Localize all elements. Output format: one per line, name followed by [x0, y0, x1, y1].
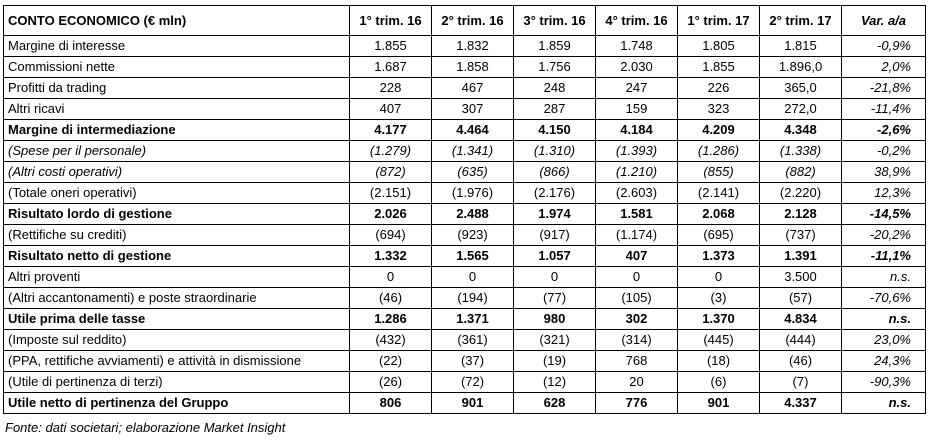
row-value: 1.373: [678, 246, 760, 267]
row-value: 248: [514, 78, 596, 99]
row-value: (314): [596, 330, 678, 351]
row-value: (882): [760, 162, 842, 183]
row-value: 0: [596, 267, 678, 288]
row-label: (Spese per il personale): [4, 141, 350, 162]
row-var-yoy: -2,6%: [842, 120, 926, 141]
row-value: (1.310): [514, 141, 596, 162]
row-value: (19): [514, 351, 596, 372]
row-value: 0: [514, 267, 596, 288]
row-value: 1.391: [760, 246, 842, 267]
row-value: 247: [596, 78, 678, 99]
row-value: (2.176): [514, 183, 596, 204]
row-value: (72): [432, 372, 514, 393]
row-value: 4.337: [760, 393, 842, 414]
table-row: [4, 120, 926, 141]
row-var-yoy: n.s.: [842, 267, 926, 288]
header-label: CONTO ECONOMICO (€ mln): [4, 6, 350, 36]
row-var-yoy: -0,9%: [842, 36, 926, 57]
row-value: 4.834: [760, 309, 842, 330]
row-label: (Utile di pertinenza di terzi): [4, 372, 350, 393]
row-label: Risultato lordo di gestione: [4, 204, 350, 225]
row-var-yoy: -70,6%: [842, 288, 926, 309]
row-value: (7): [760, 372, 842, 393]
row-value: 1.332: [350, 246, 432, 267]
row-value: (6): [678, 372, 760, 393]
row-value: 228: [350, 78, 432, 99]
row-var-yoy: 23,0%: [842, 330, 926, 351]
row-label: (PPA, rettifiche avviamenti) e attività in dismissione: [4, 351, 350, 372]
row-value: 2.128: [760, 204, 842, 225]
row-value: 1.286: [350, 309, 432, 330]
row-value: 768: [596, 351, 678, 372]
row-value: (1.338): [760, 141, 842, 162]
row-value: 1.687: [350, 57, 432, 78]
row-label: Profitti da trading: [4, 78, 350, 99]
table-row: [4, 372, 926, 393]
row-value: 159: [596, 99, 678, 120]
table-row: [4, 309, 926, 330]
row-value: 302: [596, 309, 678, 330]
row-value: (866): [514, 162, 596, 183]
row-value: 1.370: [678, 309, 760, 330]
row-value: (361): [432, 330, 514, 351]
table-row: [4, 36, 926, 57]
row-label: Altri proventi: [4, 267, 350, 288]
row-value: (46): [760, 351, 842, 372]
row-value: 1.805: [678, 36, 760, 57]
header-q3-16: 3° trim. 16: [514, 6, 596, 36]
row-value: 1.859: [514, 36, 596, 57]
row-value: (3): [678, 288, 760, 309]
row-value: (694): [350, 225, 432, 246]
row-value: (2.603): [596, 183, 678, 204]
row-value: 272,0: [760, 99, 842, 120]
row-value: 226: [678, 78, 760, 99]
row-value: (18): [678, 351, 760, 372]
row-value: (923): [432, 225, 514, 246]
table-body: [4, 36, 926, 414]
row-value: 407: [596, 246, 678, 267]
row-value: (57): [760, 288, 842, 309]
row-value: 4.348: [760, 120, 842, 141]
row-label: (Altri accantonamenti) e poste straordinarie: [4, 288, 350, 309]
row-var-yoy: 2,0%: [842, 57, 926, 78]
row-value: 1.815: [760, 36, 842, 57]
row-label: (Rettifiche su crediti): [4, 225, 350, 246]
row-value: 4.209: [678, 120, 760, 141]
row-value: (1.393): [596, 141, 678, 162]
row-value: 0: [432, 267, 514, 288]
row-value: (1.279): [350, 141, 432, 162]
row-value: 287: [514, 99, 596, 120]
row-var-yoy: -20,2%: [842, 225, 926, 246]
row-label: (Imposte sul reddito): [4, 330, 350, 351]
row-value: (22): [350, 351, 432, 372]
row-value: 901: [432, 393, 514, 414]
row-value: (2.151): [350, 183, 432, 204]
row-var-yoy: -14,5%: [842, 204, 926, 225]
row-var-yoy: 12,3%: [842, 183, 926, 204]
header-q1-16: 1° trim. 16: [350, 6, 432, 36]
row-label: (Totale oneri operativi): [4, 183, 350, 204]
row-var-yoy: -11,1%: [842, 246, 926, 267]
row-value: 2.026: [350, 204, 432, 225]
table-row: [4, 351, 926, 372]
row-var-yoy: 24,3%: [842, 351, 926, 372]
row-value: (26): [350, 372, 432, 393]
row-value: (1.210): [596, 162, 678, 183]
row-value: (635): [432, 162, 514, 183]
row-value: (46): [350, 288, 432, 309]
table-row: [4, 204, 926, 225]
row-value: (1.174): [596, 225, 678, 246]
row-value: 1.855: [350, 36, 432, 57]
row-value: 1.858: [432, 57, 514, 78]
row-value: (1.286): [678, 141, 760, 162]
row-value: 1.371: [432, 309, 514, 330]
row-value: 776: [596, 393, 678, 414]
row-value: (37): [432, 351, 514, 372]
row-value: 980: [514, 309, 596, 330]
table-row: [4, 57, 926, 78]
row-value: 467: [432, 78, 514, 99]
table-row: [4, 99, 926, 120]
header-var-yoy: Var. a/a: [842, 6, 926, 36]
row-value: 0: [678, 267, 760, 288]
row-value: (12): [514, 372, 596, 393]
table-row: [4, 288, 926, 309]
row-value: 365,0: [760, 78, 842, 99]
row-label: Risultato netto di gestione: [4, 246, 350, 267]
row-var-yoy: 38,9%: [842, 162, 926, 183]
row-var-yoy: n.s.: [842, 309, 926, 330]
row-value: 323: [678, 99, 760, 120]
table-row: [4, 330, 926, 351]
row-value: (695): [678, 225, 760, 246]
row-value: 407: [350, 99, 432, 120]
income-statement-table: [3, 5, 926, 414]
row-value: 1.896,0: [760, 57, 842, 78]
row-value: (321): [514, 330, 596, 351]
table-row: [4, 267, 926, 288]
row-value: (1.341): [432, 141, 514, 162]
header-q4-16: 4° trim. 16: [596, 6, 678, 36]
row-label: (Altri costi operativi): [4, 162, 350, 183]
source-note: Fonte: dati societari; elaborazione Market Insight: [5, 420, 286, 435]
row-value: 1.832: [432, 36, 514, 57]
row-value: (1.976): [432, 183, 514, 204]
row-value: 628: [514, 393, 596, 414]
row-var-yoy: -21,8%: [842, 78, 926, 99]
row-value: (432): [350, 330, 432, 351]
row-value: 4.150: [514, 120, 596, 141]
row-value: (77): [514, 288, 596, 309]
row-value: 307: [432, 99, 514, 120]
row-value: 1.855: [678, 57, 760, 78]
table-header-row: [4, 6, 926, 36]
table-row: [4, 141, 926, 162]
row-value: 1.974: [514, 204, 596, 225]
row-value: 1.581: [596, 204, 678, 225]
row-value: 2.068: [678, 204, 760, 225]
row-label: Altri ricavi: [4, 99, 350, 120]
row-value: (872): [350, 162, 432, 183]
table-row: [4, 393, 926, 414]
table-row: [4, 162, 926, 183]
row-value: (2.220): [760, 183, 842, 204]
table-row: [4, 246, 926, 267]
row-value: (855): [678, 162, 760, 183]
table-row: [4, 183, 926, 204]
row-label: Utile prima delle tasse: [4, 309, 350, 330]
header-q1-17: 1° trim. 17: [678, 6, 760, 36]
row-value: 1.756: [514, 57, 596, 78]
row-value: (444): [760, 330, 842, 351]
row-var-yoy: -90,3%: [842, 372, 926, 393]
table-row: [4, 225, 926, 246]
row-value: 2.030: [596, 57, 678, 78]
row-value: 4.464: [432, 120, 514, 141]
row-value: 3.500: [760, 267, 842, 288]
row-label: Utile netto di pertinenza del Gruppo: [4, 393, 350, 414]
row-value: (105): [596, 288, 678, 309]
row-value: 901: [678, 393, 760, 414]
header-q2-16: 2° trim. 16: [432, 6, 514, 36]
row-value: 4.177: [350, 120, 432, 141]
row-value: (2.141): [678, 183, 760, 204]
row-label: Commissioni nette: [4, 57, 350, 78]
row-value: 0: [350, 267, 432, 288]
header-q2-17: 2° trim. 17: [760, 6, 842, 36]
row-value: (445): [678, 330, 760, 351]
row-value: 806: [350, 393, 432, 414]
row-value: 1.057: [514, 246, 596, 267]
row-value: 1.748: [596, 36, 678, 57]
row-value: 1.565: [432, 246, 514, 267]
row-var-yoy: -0,2%: [842, 141, 926, 162]
row-var-yoy: -11,4%: [842, 99, 926, 120]
row-value: 20: [596, 372, 678, 393]
table-row: [4, 78, 926, 99]
row-label: Margine di interesse: [4, 36, 350, 57]
row-var-yoy: n.s.: [842, 393, 926, 414]
row-label: Margine di intermediazione: [4, 120, 350, 141]
row-value: (917): [514, 225, 596, 246]
row-value: 2.488: [432, 204, 514, 225]
row-value: 4.184: [596, 120, 678, 141]
row-value: (194): [432, 288, 514, 309]
row-value: (737): [760, 225, 842, 246]
